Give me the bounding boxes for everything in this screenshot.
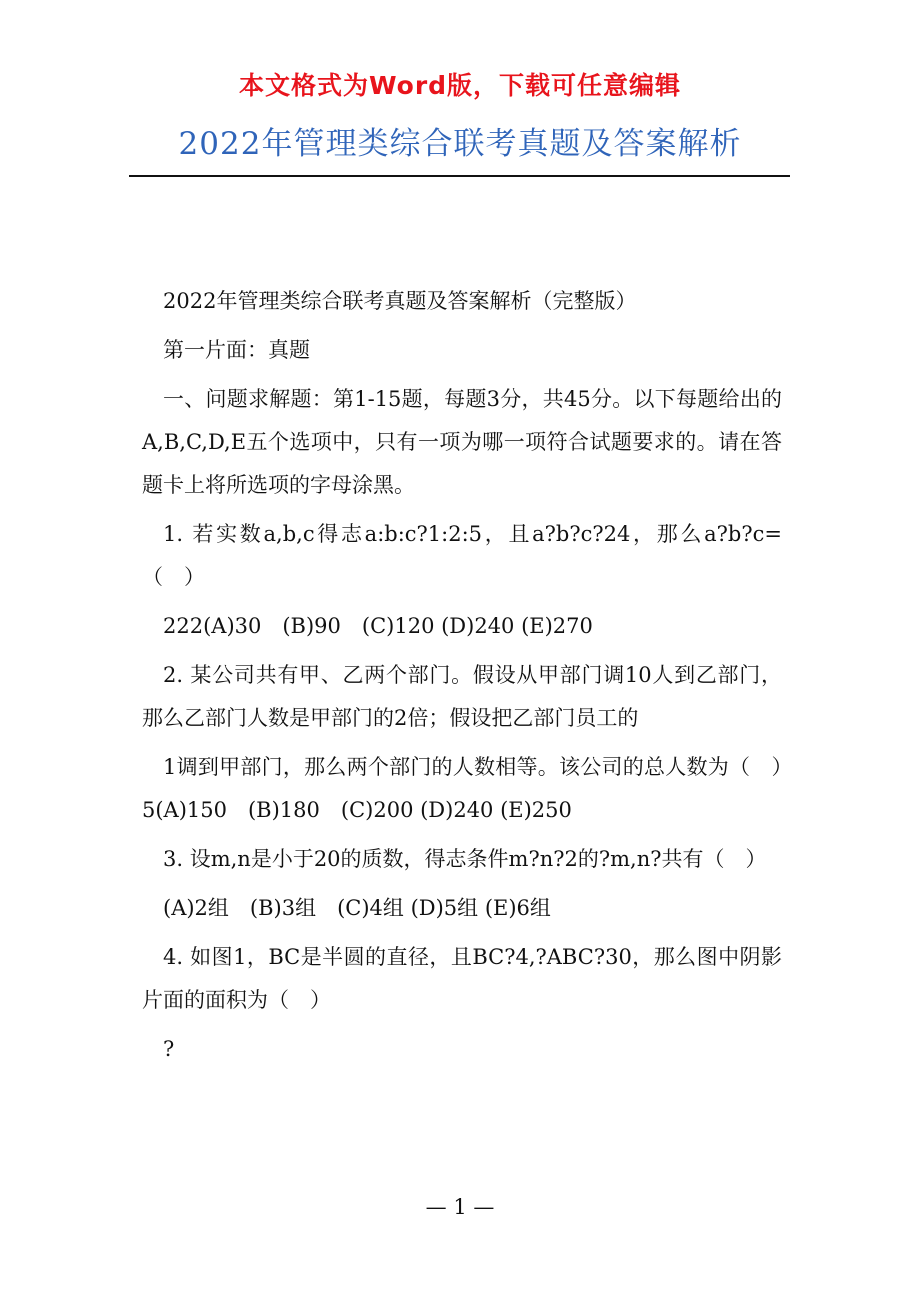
question-2: 2. 某公司共有甲、乙两个部门。假设从甲部门调10人到乙部门，那么乙部门人数是甲部门的2倍；假设把乙部门员工的 [142,663,782,730]
title-divider [129,175,790,177]
document-body [142,280,803,1071]
figure-placeholder: ? [163,1037,175,1061]
question-3-options: (A)2组 (B)3组 (C)4组 (D)5组 (E)6组 [163,896,551,920]
page-number: — 1 — [425,1195,495,1219]
question-1: 1. 若实数a,b,c得志a:b:c?1:2:5，且a?b?c?24，那么a?b?c=（ ） [142,522,782,589]
question-4: 4. 如图1，BC是半圆的直径，且BC?4,?ABC?30，那么图中阴影片面的面积为（ ） [142,945,782,1012]
document-title: 2022年管理类综合联考真题及答案解析 [178,126,742,162]
section-heading: 第一片面：真题 [163,338,310,362]
question-2-continued: 1调到甲部门，那么两个部门的人数相等。该公司的总人数为（ ） 5(A)150 (B)180 (C)200 (D)240 (E)250 [142,755,803,822]
subtitle-paragraph: 2022年管理类综合联考真题及答案解析（完整版） [163,289,637,313]
edit-notice: 本文格式为Word版，下载可任意编辑 [238,71,682,100]
instructions-paragraph: 一、问题求解题：第1-15题，每题3分，共45分。以下每题给出的A,B,C,D,E五个选项中，只有一项为哪一项符合试题要求的。请在答题卡上将所选项的字母涂黑。 [142,387,782,497]
question-1-options: 222(A)30 (B)90 (C)120 (D)240 (E)270 [163,614,593,638]
question-3: 3. 设m,n是小于20的质数，得志条件m?n?2的?m,n?共有（ ） [163,847,767,871]
